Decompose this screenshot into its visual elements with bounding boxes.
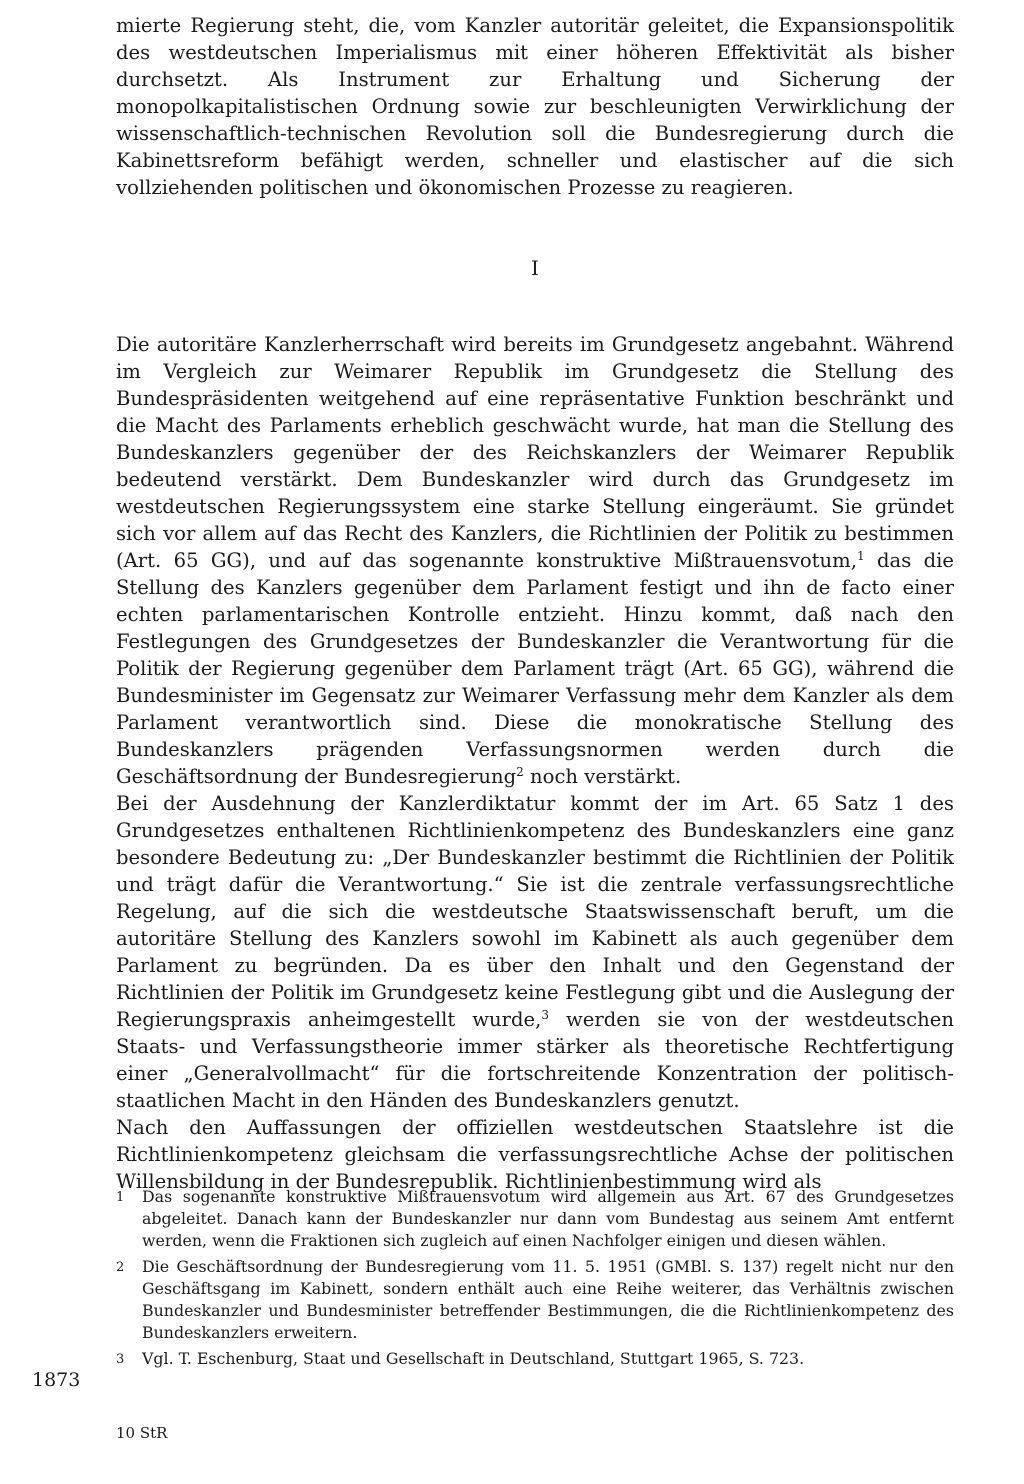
paragraph-1 — [116, 331, 954, 790]
footnote-text: Das sogenannte konstruktive Mißtrauensvotum wird allgemein aus Art. 67 des Grundgesetzes abgeleitet. Danach kann der Bundeskanzler nur dann vom Bundestag aus seinem Amt entfernt werden, wenn die Fraktionen sich zugleich auf einen Nachfolger einigen und diesen wählen. — [142, 1187, 954, 1250]
footnotes — [116, 1186, 954, 1375]
footnote-ref-2[interactable]: 2 — [516, 765, 524, 779]
footnote-number: 1 — [116, 1190, 125, 1205]
paragraph-1-part-c: noch verstärkt. — [523, 765, 682, 788]
paragraph-1-part-a: Die autoritäre Kanzlerherrschaft wird bereits im Grundgesetz angebahnt. Während im Vergleich zur Weimarer Republik im Grundgesetz die Stellung des Bundespräsidenten weitgehend auf eine repräsentative Funktion beschränkt und die Macht des Parlaments erheblich geschwächt wurde, hat man die Stellung des Bundeskanzlers gegenüber der des Reichskanzlers der Weimarer Republik bedeutend verstärkt. Dem Bundeskanzler wird durch das Grundgesetz im westdeutschen Regierungssystem eine starke Stellung eingeräumt. Sie gründet sich vor allem auf das Recht des Kanzlers, die Richtlinien der Politik zu bestimmen (Art. 65 GG), und auf das sogenannte konstruktive Mißtrauensvotum, — [116, 333, 954, 572]
footnote-number: 3 — [116, 1352, 125, 1367]
section-heading: I — [531, 256, 539, 280]
paragraph-2 — [116, 790, 954, 1114]
footnote — [116, 1186, 954, 1252]
paragraph-2-part-b: werden sie von der westdeutschen Staats- und Verfassungstheorie immer stärker als theoretische Rechtfertigung einer „Generalvollmacht“ für die fortschreitende Konzentration der politisch-staatlichen Macht in den Händen des Bundeskanzlers genutzt. — [116, 1008, 954, 1112]
footnote-text: Vgl. T. Eschenburg, Staat und Gesellschaft in Deutschland, Stuttgart 1965, S. 723. — [142, 1349, 805, 1368]
paragraph-1-part-b: das die Stellung des Kanzlers gegenüber dem Parlament festigt und ihn de facto einer echten parlamentarischen Kontrolle entzieht. Hinzu kommt, daß nach den Festlegungen des Grundgesetzes der Bundeskanzler die Verantwortung für die Politik der Regierung gegenüber dem Parlament trägt (Art. 65 GG), während die Bundesminister im Gegensatz zur Weimarer Verfassung mehr dem Kanzler als dem Parlament verantwortlich sind. Diese die monokratische Stellung des Bundeskanzlers prägenden Verfassungsnormen werden durch die Geschäftsordnung der Bundesregierung — [116, 549, 954, 788]
paragraph-2-part-a: Bei der Ausdehnung der Kanzlerdiktatur kommt der im Art. 65 Satz 1 des Grundgesetzes enthaltenen Richtlinienkompetenz des Bundeskanzlers eine ganz besondere Bedeutung zu: „Der Bundeskanzler bestimmt die Richtlinien der Politik und trägt dafür die Verantwortung.“ Sie ist die zentrale verfassungsrechtliche Regelung, auf die sich die westdeutsche Staatswissenschaft beruft, um die autoritäre Stellung des Kanzlers sowohl im Kabinett als auch gegenüber dem Parlament zu begründen. Da es über den Inhalt und den Gegenstand der Richtlinien der Politik im Grundgesetz keine Festlegung gibt und die Auslegung der Regierungspraxis anheimgestellt wurde, — [116, 792, 954, 1031]
page-body — [116, 12, 954, 1195]
footnote-text: Die Geschäftsordnung der Bundesregierung vom 11. 5. 1951 (GMBl. S. 137) regelt nicht nur den Geschäftsgang im Kabinett, sondern enthält auch eine Reihe weiterer, das Verhältnis zwischen Bundeskanzler und Bundesminister betreffender Bestimmungen, die die Richtlinienkompetenz des Bundeskanzlers erweitern. — [142, 1257, 954, 1342]
footnote-ref-3[interactable]: 3 — [541, 1008, 550, 1022]
paragraph-3: Nach den Auffassungen der offiziellen westdeutschen Staatslehre ist die Richtlinienkompetenz gleichsam die verfassungsrechtliche Achse der politischen Willensbildung in der Bundesrepublik. Richtlinienbestimmung wird als — [116, 1116, 954, 1193]
footnote-number: 2 — [116, 1260, 125, 1275]
opening-paragraph: mierte Regierung steht, die, vom Kanzler autoritär geleitet, die Expansionspolitik des westdeutschen Imperialismus mit einer höheren Effektivität als bisher durchsetzt. Als Instrument zur Erhaltung und Sicherung der monopolkapitalistischen Ordnung sowie zur beschleunigten Verwirklichung der wissenschaftlich-technischen Revolution soll die Bundesregierung durch die Kabinettsreform befähigt werden, schneller und elastischer auf die sich vollziehenden politischen und ökonomischen Prozesse zu reagieren. — [116, 14, 954, 199]
printer-signature: 10 StR — [116, 1424, 168, 1442]
footnote — [116, 1256, 954, 1344]
page-number: 1873 — [32, 1369, 81, 1391]
footnote-ref-1[interactable]: 1 — [856, 549, 865, 563]
footnote — [116, 1348, 954, 1371]
